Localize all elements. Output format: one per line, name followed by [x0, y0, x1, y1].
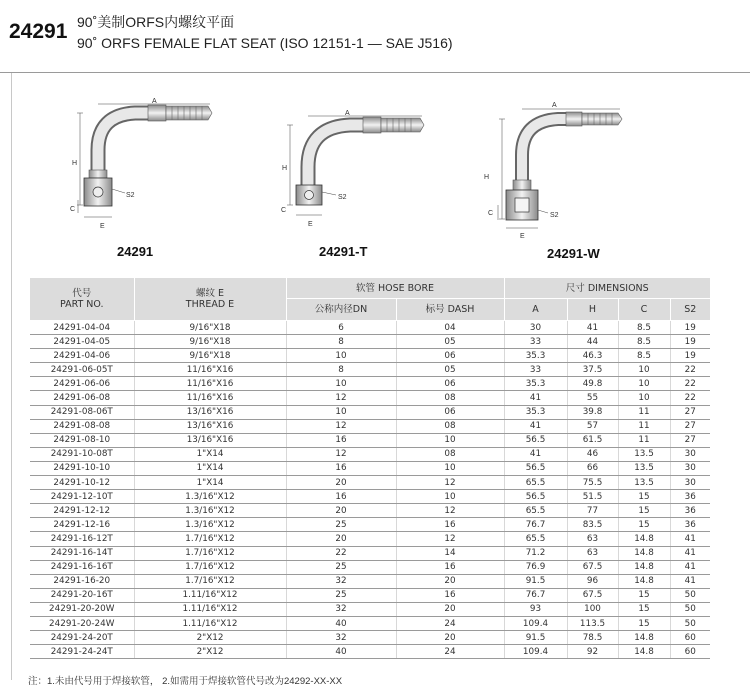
cell-part-no: 24291-08-10 — [30, 433, 134, 447]
cell-dash: 06 — [396, 349, 504, 363]
cell-dn: 10 — [286, 349, 396, 363]
cell-s2: 19 — [670, 321, 710, 335]
cell-h: 39.8 — [567, 405, 618, 419]
cell-part-no: 24291-10-08T — [30, 447, 134, 461]
cell-h: 37.5 — [567, 363, 618, 377]
cell-s2: 60 — [670, 631, 710, 645]
cell-part-no: 24291-08-08 — [30, 419, 134, 433]
cell-s2: 27 — [670, 405, 710, 419]
header-s2: S2 — [670, 299, 710, 321]
cell-c: 11 — [618, 419, 670, 433]
cell-thread: 13/16"X16 — [134, 405, 286, 419]
cell-s2: 50 — [670, 602, 710, 616]
cell-h: 41 — [567, 321, 618, 335]
cell-h: 77 — [567, 504, 618, 518]
cell-s2: 27 — [670, 419, 710, 433]
table-row — [30, 574, 710, 588]
cell-a: 56.5 — [504, 490, 567, 504]
cell-h: 51.5 — [567, 490, 618, 504]
cell-c: 14.8 — [618, 560, 670, 574]
cell-dn: 16 — [286, 461, 396, 475]
cell-dn: 20 — [286, 476, 396, 490]
svg-text:A: A — [345, 110, 350, 117]
cell-part-no: 24291-16-12T — [30, 532, 134, 546]
cell-h: 100 — [567, 602, 618, 616]
title-english: 90˚ ORFS FEMALE FLAT SEAT (ISO 12151-1 — SAE J516) — [77, 35, 453, 51]
cell-h: 92 — [567, 645, 618, 659]
cell-s2: 41 — [670, 532, 710, 546]
cell-dash: 12 — [396, 504, 504, 518]
cell-dn: 25 — [286, 518, 396, 532]
cell-s2: 41 — [670, 574, 710, 588]
cell-thread: 9/16"X18 — [134, 349, 286, 363]
table-row — [30, 447, 710, 461]
header-thread — [134, 278, 286, 321]
cell-part-no: 24291-24-24T — [30, 645, 134, 659]
header-part-no — [30, 278, 134, 321]
cell-h: 61.5 — [567, 433, 618, 447]
svg-text:A: A — [152, 98, 157, 105]
cell-c: 11 — [618, 433, 670, 447]
table-row — [30, 504, 710, 518]
cell-c: 8.5 — [618, 335, 670, 349]
cell-part-no: 24291-10-12 — [30, 476, 134, 490]
header-part-no-en: PART NO. — [59, 299, 104, 310]
table-row — [30, 490, 710, 504]
cell-s2: 36 — [670, 504, 710, 518]
cell-dash: 08 — [396, 419, 504, 433]
cell-part-no: 24291-16-20 — [30, 574, 134, 588]
cell-h: 96 — [567, 574, 618, 588]
cell-thread: 11/16"X16 — [134, 391, 286, 405]
header-dn: 公称内径DN — [286, 299, 396, 321]
svg-text:E: E — [520, 233, 525, 240]
cell-c: 13.5 — [618, 447, 670, 461]
cell-dn: 10 — [286, 377, 396, 391]
cell-dash: 20 — [396, 602, 504, 616]
cell-dn: 8 — [286, 363, 396, 377]
cell-part-no: 24291-06-05T — [30, 363, 134, 377]
cell-thread: 1"X14 — [134, 447, 286, 461]
table-row — [30, 433, 710, 447]
diagram-24291-w — [484, 102, 622, 240]
cell-h: 49.8 — [567, 377, 618, 391]
cell-s2: 50 — [670, 616, 710, 630]
cell-part-no: 24291-12-10T — [30, 490, 134, 504]
table-row — [30, 405, 710, 419]
title-chinese: 90˚美制ORFS内螺纹平面 — [77, 14, 235, 30]
cell-s2: 30 — [670, 447, 710, 461]
table-row — [30, 335, 710, 349]
cell-h: 75.5 — [567, 476, 618, 490]
cell-a: 93 — [504, 602, 567, 616]
cell-dn: 25 — [286, 560, 396, 574]
cell-dn: 40 — [286, 645, 396, 659]
cell-part-no: 24291-24-20T — [30, 631, 134, 645]
table-row — [30, 560, 710, 574]
cell-dn: 40 — [286, 616, 396, 630]
cell-dash: 24 — [396, 616, 504, 630]
cell-thread: 11/16"X16 — [134, 363, 286, 377]
diagram-24291 — [70, 98, 212, 230]
table-row — [30, 602, 710, 616]
cell-c: 10 — [618, 377, 670, 391]
cell-dash: 24 — [396, 645, 504, 659]
cell-h: 55 — [567, 391, 618, 405]
cell-dn: 16 — [286, 490, 396, 504]
cell-part-no: 24291-04-04 — [30, 321, 134, 335]
cell-h: 67.5 — [567, 560, 618, 574]
cell-s2: 30 — [670, 476, 710, 490]
cell-dash: 12 — [396, 532, 504, 546]
cell-part-no: 24291-20-20W — [30, 602, 134, 616]
fitting-diagrams — [0, 95, 750, 275]
svg-text:C: C — [70, 206, 76, 213]
cell-dash: 16 — [396, 518, 504, 532]
cell-c: 15 — [618, 504, 670, 518]
svg-text:S2: S2 — [126, 192, 135, 199]
header-divider — [0, 72, 750, 73]
cell-thread: 1.11/16"X12 — [134, 616, 286, 630]
cell-part-no: 24291-04-06 — [30, 349, 134, 363]
svg-text:S2: S2 — [338, 194, 347, 201]
cell-s2: 22 — [670, 377, 710, 391]
cell-dn: 12 — [286, 419, 396, 433]
cell-dash: 10 — [396, 433, 504, 447]
cell-h: 66 — [567, 461, 618, 475]
diagram-label-24291-t: 24291-T — [319, 244, 368, 259]
cell-dash: 14 — [396, 546, 504, 560]
cell-thread: 1.11/16"X12 — [134, 602, 286, 616]
header-h: H — [567, 299, 618, 321]
header-thread-cn: 螺纹 E — [195, 288, 225, 299]
table-header-row — [30, 278, 710, 299]
cell-c: 10 — [618, 391, 670, 405]
header-a: A — [504, 299, 567, 321]
cell-dn: 25 — [286, 588, 396, 602]
table-row — [30, 419, 710, 433]
cell-c: 10 — [618, 363, 670, 377]
cell-a: 56.5 — [504, 433, 567, 447]
cell-s2: 22 — [670, 391, 710, 405]
cell-part-no: 24291-10-10 — [30, 461, 134, 475]
cell-thread: 1.3/16"X12 — [134, 504, 286, 518]
cell-part-no: 24291-06-06 — [30, 377, 134, 391]
cell-c: 14.8 — [618, 546, 670, 560]
table-row — [30, 321, 710, 335]
cell-c: 13.5 — [618, 476, 670, 490]
cell-a: 35.3 — [504, 377, 567, 391]
cell-a: 76.9 — [504, 560, 567, 574]
cell-c: 14.8 — [618, 645, 670, 659]
cell-h: 46.3 — [567, 349, 618, 363]
cell-dash: 06 — [396, 377, 504, 391]
cell-s2: 30 — [670, 461, 710, 475]
cell-dn: 20 — [286, 504, 396, 518]
cell-a: 33 — [504, 335, 567, 349]
cell-dash: 20 — [396, 631, 504, 645]
cell-a: 33 — [504, 363, 567, 377]
cell-s2: 36 — [670, 518, 710, 532]
cell-part-no: 24291-16-14T — [30, 546, 134, 560]
cell-thread: 2"X12 — [134, 645, 286, 659]
table-row — [30, 588, 710, 602]
table-row — [30, 645, 710, 659]
cell-c: 15 — [618, 616, 670, 630]
cell-h: 63 — [567, 546, 618, 560]
cell-a: 56.5 — [504, 461, 567, 475]
cell-thread: 2"X12 — [134, 631, 286, 645]
cell-s2: 41 — [670, 560, 710, 574]
header-part-no-cn: 代号 — [72, 288, 92, 299]
cell-a: 65.5 — [504, 532, 567, 546]
cell-h: 113.5 — [567, 616, 618, 630]
cell-dn: 6 — [286, 321, 396, 335]
cell-dash: 12 — [396, 476, 504, 490]
table-row — [30, 377, 710, 391]
cell-thread: 9/16"X18 — [134, 321, 286, 335]
cell-dn: 12 — [286, 447, 396, 461]
cell-dn: 20 — [286, 532, 396, 546]
cell-thread: 11/16"X16 — [134, 377, 286, 391]
cell-a: 30 — [504, 321, 567, 335]
header-dash: 标号 DASH — [396, 299, 504, 321]
table-row — [30, 631, 710, 645]
header-hose-bore: 软管 HOSE BORE — [286, 278, 504, 299]
cell-c: 8.5 — [618, 349, 670, 363]
table-row — [30, 476, 710, 490]
cell-part-no: 24291-20-24W — [30, 616, 134, 630]
cell-a: 109.4 — [504, 645, 567, 659]
cell-c: 14.8 — [618, 574, 670, 588]
cell-s2: 27 — [670, 433, 710, 447]
cell-part-no: 24291-16-16T — [30, 560, 134, 574]
cell-thread: 1.7/16"X12 — [134, 532, 286, 546]
cell-a: 35.3 — [504, 349, 567, 363]
table-row — [30, 363, 710, 377]
svg-text:H: H — [282, 165, 288, 172]
cell-a: 35.3 — [504, 405, 567, 419]
header-dimensions: 尺寸 DIMENSIONS — [504, 278, 710, 299]
header-thread-en: THREAD E — [185, 299, 235, 310]
cell-a: 76.7 — [504, 588, 567, 602]
cell-part-no: 24291-04-05 — [30, 335, 134, 349]
cell-dash: 05 — [396, 363, 504, 377]
cell-thread: 1.7/16"X12 — [134, 546, 286, 560]
cell-h: 57 — [567, 419, 618, 433]
cell-dn: 32 — [286, 574, 396, 588]
cell-a: 41 — [504, 447, 567, 461]
cell-a: 91.5 — [504, 631, 567, 645]
cell-h: 78.5 — [567, 631, 618, 645]
footnote: 注：1.未由代号用于焊接软管， 2.如需用于焊接软管代号改为24292-XX-XX — [28, 676, 343, 687]
cell-thread: 1.3/16"X12 — [134, 518, 286, 532]
table-row — [30, 391, 710, 405]
cell-h: 83.5 — [567, 518, 618, 532]
dimensions-table — [30, 278, 710, 659]
table-row — [30, 461, 710, 475]
table-row — [30, 616, 710, 630]
cell-dn: 8 — [286, 335, 396, 349]
cell-thread: 1.11/16"X12 — [134, 588, 286, 602]
cell-c: 15 — [618, 602, 670, 616]
cell-a: 71.2 — [504, 546, 567, 560]
svg-text:S2: S2 — [550, 212, 559, 219]
cell-thread: 1.7/16"X12 — [134, 560, 286, 574]
cell-dash: 10 — [396, 490, 504, 504]
cell-h: 63 — [567, 532, 618, 546]
svg-text:C: C — [281, 207, 287, 214]
cell-s2: 60 — [670, 645, 710, 659]
cell-thread: 1.3/16"X12 — [134, 490, 286, 504]
svg-text:E: E — [100, 223, 105, 230]
cell-c: 14.8 — [618, 631, 670, 645]
cell-c: 15 — [618, 490, 670, 504]
cell-a: 65.5 — [504, 476, 567, 490]
cell-dash: 16 — [396, 588, 504, 602]
cell-a: 91.5 — [504, 574, 567, 588]
cell-dn: 32 — [286, 602, 396, 616]
cell-dn: 12 — [286, 391, 396, 405]
cell-thread: 1"X14 — [134, 461, 286, 475]
cell-c: 11 — [618, 405, 670, 419]
cell-c: 15 — [618, 588, 670, 602]
cell-h: 67.5 — [567, 588, 618, 602]
cell-dash: 08 — [396, 447, 504, 461]
table-row — [30, 532, 710, 546]
header-c: C — [618, 299, 670, 321]
cell-c: 8.5 — [618, 321, 670, 335]
svg-text:A: A — [552, 102, 557, 109]
cell-a: 109.4 — [504, 616, 567, 630]
cell-c: 15 — [618, 518, 670, 532]
cell-part-no: 24291-20-16T — [30, 588, 134, 602]
cell-h: 46 — [567, 447, 618, 461]
cell-s2: 19 — [670, 335, 710, 349]
cell-dash: 16 — [396, 560, 504, 574]
cell-thread: 13/16"X16 — [134, 419, 286, 433]
cell-a: 76.7 — [504, 518, 567, 532]
cell-c: 13.5 — [618, 461, 670, 475]
cell-thread: 1.7/16"X12 — [134, 574, 286, 588]
cell-a: 41 — [504, 391, 567, 405]
cell-dash: 05 — [396, 335, 504, 349]
cell-a: 41 — [504, 419, 567, 433]
svg-text:E: E — [308, 221, 313, 228]
cell-dn: 10 — [286, 405, 396, 419]
diagram-label-24291-w: 24291-W — [547, 246, 600, 261]
cell-dn: 16 — [286, 433, 396, 447]
cell-dn: 32 — [286, 631, 396, 645]
table-row — [30, 546, 710, 560]
svg-text:H: H — [484, 174, 490, 181]
cell-dash: 20 — [396, 574, 504, 588]
cell-part-no: 24291-12-16 — [30, 518, 134, 532]
cell-thread: 9/16"X18 — [134, 335, 286, 349]
cell-s2: 36 — [670, 490, 710, 504]
diagram-24291-t — [281, 110, 424, 228]
cell-part-no: 24291-06-08 — [30, 391, 134, 405]
product-code: 24291 — [9, 20, 68, 43]
table-row — [30, 518, 710, 532]
cell-dash: 10 — [396, 461, 504, 475]
cell-c: 14.8 — [618, 532, 670, 546]
table-row — [30, 349, 710, 363]
cell-dn: 22 — [286, 546, 396, 560]
cell-s2: 41 — [670, 546, 710, 560]
cell-thread: 1"X14 — [134, 476, 286, 490]
cell-part-no: 24291-12-12 — [30, 504, 134, 518]
cell-h: 44 — [567, 335, 618, 349]
cell-a: 65.5 — [504, 504, 567, 518]
cell-part-no: 24291-08-06T — [30, 405, 134, 419]
cell-dash: 04 — [396, 321, 504, 335]
svg-text:H: H — [72, 160, 78, 167]
cell-s2: 50 — [670, 588, 710, 602]
diagram-label-24291: 24291 — [117, 244, 154, 259]
svg-text:C: C — [488, 210, 494, 217]
cell-s2: 19 — [670, 349, 710, 363]
cell-s2: 22 — [670, 363, 710, 377]
cell-dash: 06 — [396, 405, 504, 419]
cell-dash: 08 — [396, 391, 504, 405]
cell-thread: 13/16"X16 — [134, 433, 286, 447]
